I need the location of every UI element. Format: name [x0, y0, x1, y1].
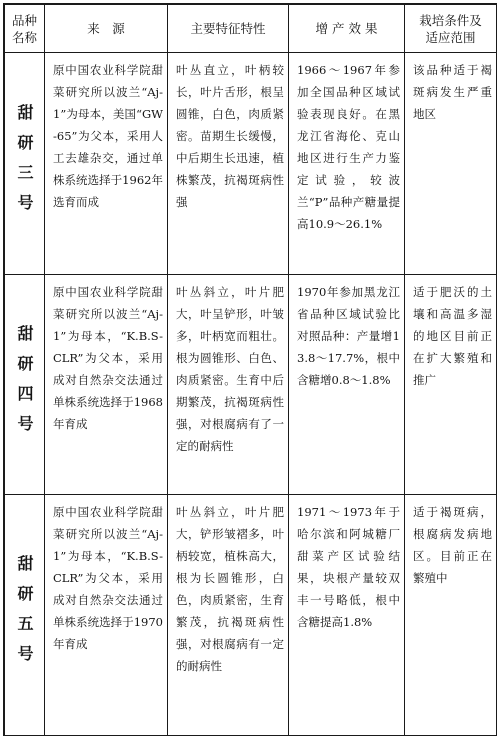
traits-cell: 叶丛斜立，叶片肥大，叶呈铲形，叶皱多，叶柄宽而粗壮。根为圆锥形、白色、肉质紧密。生育中后期繁茂，抗褐斑病性强，对根腐病有了一定的耐病性: [168, 275, 289, 495]
variety-name-cell: [5, 495, 45, 736]
source-cell: 原中国农业科学院甜菜研究所以波兰“Aj-1”为母本，“K.B.S-CLR”为父本，采用成对自然杂交法通过单株系统选择于1970年育成: [45, 495, 168, 736]
source-cell: 原中国农业科学院甜菜研究所以波兰“Aj-1”为母本，“K.B.S-CLR”为父本，采用成对自然杂交法通过单株系统选择于1968年育成: [45, 275, 168, 495]
variety-name-cell: [5, 53, 45, 275]
variety-name-cell: [5, 275, 45, 495]
traits-cell: 叶丛直立，叶柄较长，叶片舌形，根呈圆锥，白色，肉质紧密。苗期生长缓慢，中后期生长迅速，植株繁茂，抗褐斑病性强: [168, 53, 289, 275]
header-source: 来 源: [45, 5, 168, 53]
traits-cell: 叶丛斜立，叶片肥大，铲形皱褶多，叶柄较宽，植株高大，根为长圆锥形，白色，肉质紧密，生育繁茂，抗褐斑病性强，对根腐病有一定的耐病性: [168, 495, 289, 736]
header-traits: 主要特征特性: [168, 5, 289, 53]
conditions-cell: 该品种适于褐斑病发生严重地区: [405, 53, 497, 275]
yield-effect-cell: 1970年参加黑龙江省品种区域试验比对照品种：产量增13.8～17.7%，根中含糖增0.8～1.8%: [289, 275, 405, 495]
source-cell: 原中国农业科学院甜菜研究所以波兰“Aj-1”为母本，美国“GW-65”为父本，采用人工去雄杂交，通过单株系统选择于1962年选育而成: [45, 53, 168, 275]
variety-table: [3, 3, 497, 736]
header-conditions: 栽培条件及 适应范围: [405, 5, 497, 53]
conditions-cell: 适于褐斑病，根腐病发病地区。目前正在繁殖中: [405, 495, 497, 736]
header-yield-effect: 增 产 效 果: [289, 5, 405, 53]
yield-effect-cell: 1971～1973年于哈尔滨和阿城糖厂甜菜产区试验结果，块根产量较双丰一号略低，根中含糖提高1.8%: [289, 495, 405, 736]
variety-name: 甜研四号: [15, 324, 34, 445]
conditions-cell: 适于肥沃的土壤和高温多湿的地区目前正在扩大繁殖和推广: [405, 275, 497, 495]
variety-name: 甜研三号: [15, 103, 34, 224]
yield-effect-cell: 1966～1967年参加全国品种区域试验表现良好。在黑龙江省海伦、克山地区进行生产力鉴定试验，较波兰“P”品种产糖量提高10.9～26.1%: [289, 53, 405, 275]
variety-name: 甜研五号: [15, 555, 34, 675]
header-variety-name: 品种 名称: [5, 5, 45, 53]
